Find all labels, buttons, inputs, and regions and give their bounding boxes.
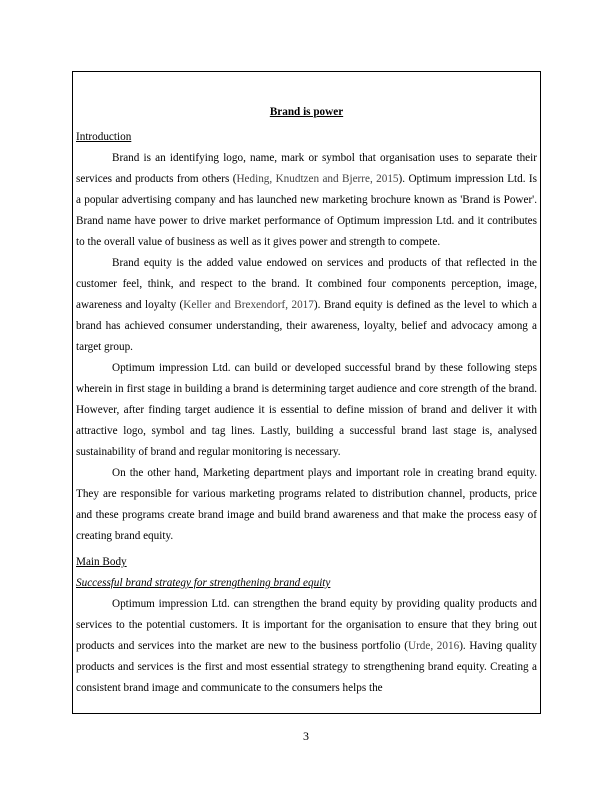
citation: Urde, 2016: [408, 640, 460, 652]
intro-paragraph-1-text-b: ). Optimum impression Ltd. Is a popular advertising company and has launched new marketing brochure known as 'Brand is Power'. Brand name have power to drive market performance of Optimum impression Ltd. and it contributes to the overall value of business as well as it gives power and strength to compete.: [76, 173, 537, 248]
intro-paragraph-1: [76, 148, 537, 253]
citation: Keller and Brexendorf, 2017: [183, 299, 314, 311]
intro-paragraph-2: [76, 253, 537, 358]
document-title: Brand is power: [269, 106, 344, 118]
document-body: [76, 102, 537, 699]
intro-paragraph-2-text-b: ). Brand equity is defined as the level to which a brand has achieved consumer understanding, their awareness, loyalty, belief and advocacy among a target group.: [76, 299, 537, 353]
main-body-heading: Main Body: [76, 556, 127, 568]
intro-paragraph-3: Optimum impression Ltd. can build or developed successful brand by these following steps wherein in first stage in building a brand is determining target audience and core strength of the brand. However, after finding target audience it is essential to define mission of brand and deliver it with attractive logo, symbol and tag lines. Lastly, building a successful brand last stage is, analysed sustainability of brand and regular monitoring is necessary.: [76, 362, 537, 458]
main-paragraph-1-text-b: ). Having quality products and services is the first and most essential strategy to strengthening brand equity. Creating a consistent brand image and communicate to the consumers helps the: [76, 640, 537, 694]
introduction-heading: Introduction: [76, 131, 132, 143]
intro-paragraph-1-text-a: Brand is an identifying logo, name, mark or symbol that organisation uses to separate their services and products from others (: [76, 152, 537, 185]
page-number: 3: [303, 729, 309, 743]
citation: Heding, Knudtzen and Bjerre, 2015: [236, 173, 399, 185]
strategy-subheading: Successful brand strategy for strengthening brand equity: [76, 577, 331, 589]
main-paragraph-1: [76, 594, 537, 699]
page-border: [72, 71, 541, 714]
intro-paragraph-2-text-a: Brand equity is the added value endowed on services and products of that reflected in the customer feel, think, and respect to the brand. It combined four components perception, image, awareness and loyalty (: [76, 257, 537, 311]
intro-paragraph-4: On the other hand, Marketing department plays and important role in creating brand equity. They are responsible for various marketing programs related to distribution channel, products, price and these programs create brand image and build brand awareness and that make the process easy of creating brand equity.: [76, 467, 537, 542]
main-paragraph-1-text-a: Optimum impression Ltd. can strengthen the brand equity by providing quality products and services to the potential customers. It is important for the organisation to ensure that they bring out products and services into the market are new to the business portfolio (: [76, 598, 537, 652]
